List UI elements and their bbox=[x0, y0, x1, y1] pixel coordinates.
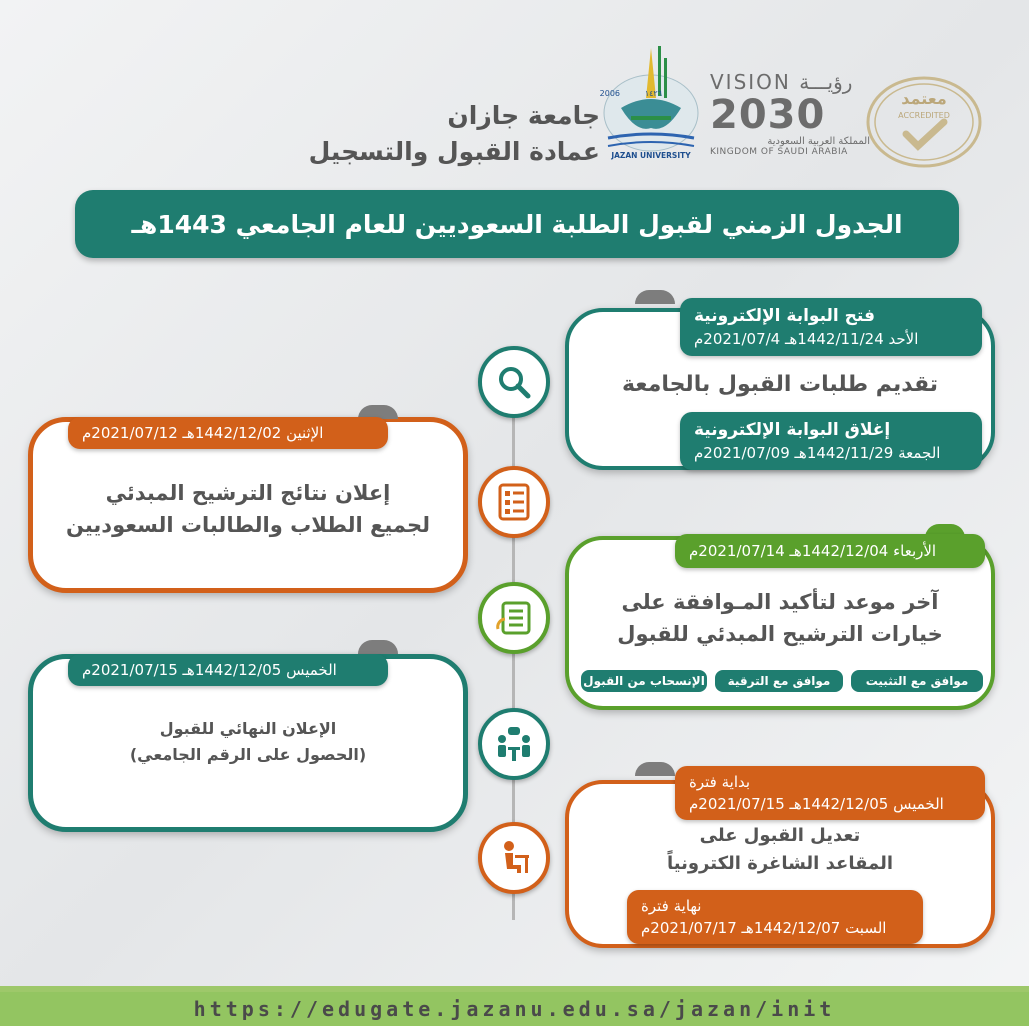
final-date: الخميس 1442/12/05هـ 2021/07/15م bbox=[82, 661, 337, 679]
student-desk-icon bbox=[495, 839, 533, 877]
logo-year-right: ١٤٢٦ bbox=[644, 89, 662, 98]
accredited-ar: معتمد bbox=[901, 89, 947, 108]
page-title: الجدول الزمني لقبول الطلبة السعوديين للعام الجامعي 1443هـ bbox=[75, 190, 959, 258]
vision-year: 2030 bbox=[710, 92, 826, 138]
deanship-name: عمادة القبول والتسجيل bbox=[308, 137, 600, 166]
results-line1: إعلان نتائج الترشيح المبدئي bbox=[105, 481, 391, 505]
portal-close-title: إغلاق البوابة الإلكترونية bbox=[694, 420, 891, 440]
vision-kingdom-ar: المملكة العربية السعودية bbox=[767, 136, 870, 147]
results-line2: لجميع الطلاب والطالبات السعوديين bbox=[65, 513, 431, 537]
confirm-date: الأربعاء 1442/12/04هـ 2021/07/14م bbox=[689, 542, 937, 560]
vision-2030-logo bbox=[710, 70, 870, 165]
final-line1: الإعلان النهائي للقبول bbox=[159, 719, 337, 738]
modify-end-label: نهاية فترة bbox=[641, 897, 702, 915]
university-logo bbox=[596, 38, 706, 163]
meeting-icon bbox=[494, 725, 534, 763]
node-search bbox=[478, 346, 550, 418]
vision-word-en: VISION bbox=[710, 70, 791, 94]
vision-kingdom-en: KINGDOM OF SAUDI ARABIA bbox=[710, 147, 848, 157]
node-student-desk bbox=[478, 822, 550, 894]
modify-line2: المقاعد الشاغرة الكترونياً bbox=[666, 853, 894, 874]
search-icon bbox=[496, 364, 532, 400]
modify-line1: تعديل القبول على bbox=[699, 825, 861, 846]
timeline-card-modify bbox=[565, 760, 995, 948]
modify-start-label: بداية فترة bbox=[689, 773, 751, 791]
final-date-tab bbox=[68, 654, 388, 686]
apply-text: تقديم طلبات القبول بالجامعة bbox=[621, 372, 939, 397]
results-date: الإثنين 1442/12/02هـ 2021/07/12م bbox=[82, 424, 324, 442]
university-name: جامعة جازان bbox=[447, 101, 600, 130]
portal-open-date: الأحد 1442/11/24هـ 2021/07/4م bbox=[694, 330, 919, 348]
modify-start-date: الخميس 1442/12/05هـ 2021/07/15م bbox=[689, 795, 944, 813]
timeline-card-confirm bbox=[565, 530, 995, 710]
node-checklist bbox=[478, 466, 550, 538]
choice-withdraw: الإنسحاب من القبول bbox=[579, 668, 709, 694]
portal-open-title: فتح البوابة الإلكترونية bbox=[694, 306, 875, 326]
header-text bbox=[270, 98, 600, 170]
results-date-tab bbox=[68, 417, 388, 449]
confirm-line1: آخر موعد لتأكيد المـوافقة على bbox=[621, 590, 939, 614]
accredited-en: ACCREDITED bbox=[898, 111, 950, 120]
timeline-card-final bbox=[28, 640, 468, 832]
choice-confirm: موافق مع التثبيت bbox=[849, 668, 985, 694]
timeline-card-results bbox=[28, 405, 468, 593]
confirm-date-tab bbox=[675, 534, 985, 568]
node-meeting bbox=[478, 708, 550, 780]
confirm-line2: خيارات الترشيح المبدئي للقبول bbox=[617, 622, 943, 646]
logo-text: JAZAN UNIVERSITY bbox=[611, 151, 691, 160]
final-line2: (الحصول على الرقم الجامعي) bbox=[129, 745, 367, 764]
portal-open-tab bbox=[680, 298, 982, 356]
portal-close-date: الجمعة 1442/11/29هـ 2021/07/09م bbox=[694, 444, 941, 462]
modify-start-tab bbox=[675, 766, 985, 820]
footer-url[interactable]: https://edugate.jazanu.edu.sa/jazan/init bbox=[193, 997, 836, 1021]
portal-close-tab bbox=[680, 412, 982, 470]
footer-bar bbox=[0, 992, 1029, 1026]
checklist-icon bbox=[496, 483, 532, 521]
list-refresh-icon bbox=[495, 599, 533, 637]
choice-upgrade: موافق مع الترقية bbox=[713, 668, 845, 694]
modify-end-tab bbox=[627, 890, 923, 944]
timeline-card-apply bbox=[565, 290, 995, 470]
vision-word-ar: رؤيـــة bbox=[799, 70, 853, 94]
modify-end-date: السبت 1442/12/07هـ 2021/07/17م bbox=[641, 919, 887, 937]
node-list-refresh bbox=[478, 582, 550, 654]
accredited-seal bbox=[866, 76, 982, 168]
logo-year-left: 2006 bbox=[599, 89, 620, 98]
